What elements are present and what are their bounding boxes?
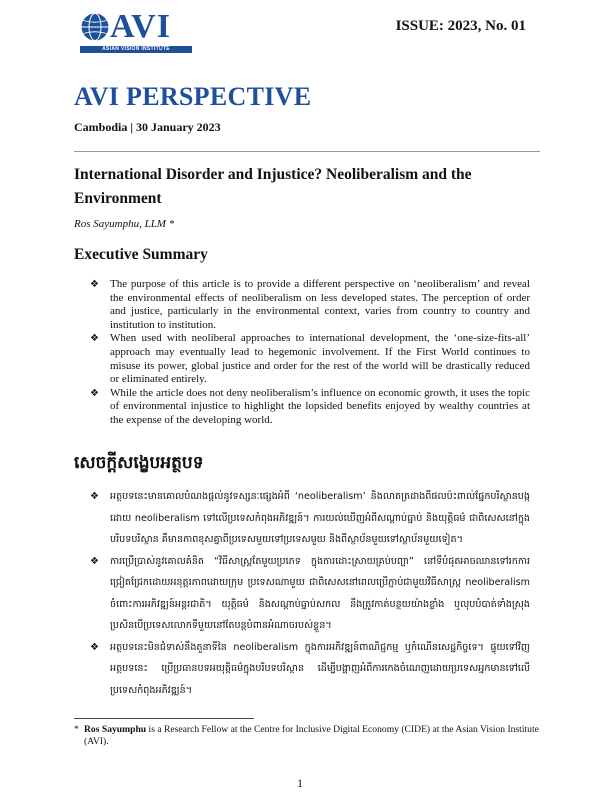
diamond-bullet-icon: ❖ (90, 491, 99, 502)
publication-title: AVI PERSPECTIVE (74, 82, 312, 111)
globe-icon (80, 12, 110, 42)
summary-list-en (90, 278, 530, 428)
summary-text: The purpose of this article is to provide a different perspective on ‘neoliberalism’ and reveal the environmental effects of neoliberalism on less developed states. The perception of order and justice, particularly in the environmental context, varies from country to country and institution to institution. (110, 278, 530, 331)
list-item (90, 332, 530, 386)
header-divider (74, 151, 540, 152)
diamond-bullet-icon: ❖ (90, 279, 99, 290)
diamond-bullet-icon: ❖ (90, 387, 99, 399)
diamond-bullet-icon: ❖ (90, 333, 99, 345)
summary-text-km: អត្ថបទនេះមិនជំទាស់នឹងតួនាទីនៃ neoliberalism ក្នុងការអភិវឌ្ឍន៍ពាណិជ្ជកម្ម ឬកំណើនសេដ្ឋកិច្ចទេ។ ផ្ទុយទៅវិញ អត្ថបទនេះ ប្រើប្រធានបទអយុត្តិធម៌ក្នុងបរិបទបរិស្ថាន ដើម្បីបង្ហាញអំពីការកេងចំណេញដោយប្រទេសអ្នកមានទៅលើប្រទេសកំពុងអភិវឌ្ឍន៍។ (110, 641, 530, 696)
article-title: International Disorder and Injustice? Neoliberalism and the Environment (74, 166, 472, 207)
footnote-author-name: Ros Sayumphu (84, 724, 147, 735)
khmer-section-heading: សេចក្តីសង្ខេបអត្ថបទ (74, 453, 204, 473)
issue-number: ISSUE: 2023, No. 01 (395, 18, 526, 34)
dateline: Cambodia | 30 January 2023 (74, 120, 221, 134)
footnote-marker: * (74, 724, 79, 735)
logo-wordmark: AVI (110, 8, 171, 45)
summary-text-km: ការប្រើប្រាស់នូវគោលគំនិត “វិធីសាស្ត្រតែមួយប្រភេទ ក្នុងការដោះស្រាយគ្រប់បញ្ហា” នៅទីបំផុតអាចឈានទៅរកការជ្រៀតជ្រែកដោយអនុត្តរភាពដោយក្រុម ប្រទេសណាមួយ ជាពិសេសនៅពេលប្រើភ្ជាប់ជាមួយវិធីសាស្ត្រ neoliberalism ចំពោះការអភិវឌ្ឍន៍អន្តរជាតិ។ យុត្តិធម៌ និងសណ្តាប់ធ្នាប់សកល នឹងត្រូវកាត់បន្ថយយ៉ាងខ្លាំង ឬលុបបំបាត់ទាំងស្រុង ប្រសិនបើប្រទេសលោកទីមួយនៅតែបន្តបំពានអំណាចរបស់ខ្លួន។ (110, 555, 530, 631)
list-item (90, 637, 530, 702)
footnote-divider (74, 718, 254, 719)
list-item (90, 551, 530, 637)
list-item (90, 486, 530, 551)
avi-logo (80, 8, 192, 52)
section-heading: Executive Summary (74, 246, 208, 263)
author-line: Ros Sayumphu, LLM * (74, 218, 175, 230)
footnote-text: is a Research Fellow at the Centre for Inclusive Digital Economy (CIDE) at the Asian Vision Institute (AVI). (84, 724, 539, 747)
summary-text-km: អត្ថបទនេះមានគោលបំណងផ្តល់នូវទស្សនៈផ្សេងអំពី ‘neoliberalism’ និងលាតត្រដាងពីផលប៉ះពាល់ផ្នែកបរិស្ថានបង្កដោយ neoliberalism ទៅលើប្រទេសកំពុងអភិវឌ្ឍន៍។ ការយល់ឃើញអំពីសណ្តាប់ធ្នាប់ និងយុត្តិធម៌ ជាពិសេសនៅក្នុងបរិបទបរិស្ថាន គឺមានភាពខុសគ្នាពីប្រទេសមួយទៅប្រទេសមួយ និងពីស្ថាប័នមួយទៅស្ថាប័នមួយទៀត។ (110, 491, 530, 545)
list-item (90, 278, 530, 332)
diamond-bullet-icon: ❖ (90, 641, 99, 653)
summary-text: While the article does not deny neoliberalism’s influence on economic growth, it uses the topic of environmental injustice to highlight the lopsided benefits enjoyed by wealthy countries at the expense of the developing world. (110, 386, 530, 426)
page-number: 1 (297, 776, 303, 790)
diamond-bullet-icon: ❖ (90, 555, 99, 567)
list-item (90, 387, 530, 428)
logo-subtitle: ASIAN VISION INSTITUTE (80, 46, 192, 53)
footnote (74, 724, 544, 748)
summary-text: When used with neoliberal approaches to international development, the ‘one-size-fits-all’ approach may eventually lead to hegemonic involvement. If the First World continues to misuse its power, global justice and order for the rest of the world will be drastically reduced or eliminated entirely. (110, 332, 530, 386)
summary-list-km (90, 486, 530, 701)
